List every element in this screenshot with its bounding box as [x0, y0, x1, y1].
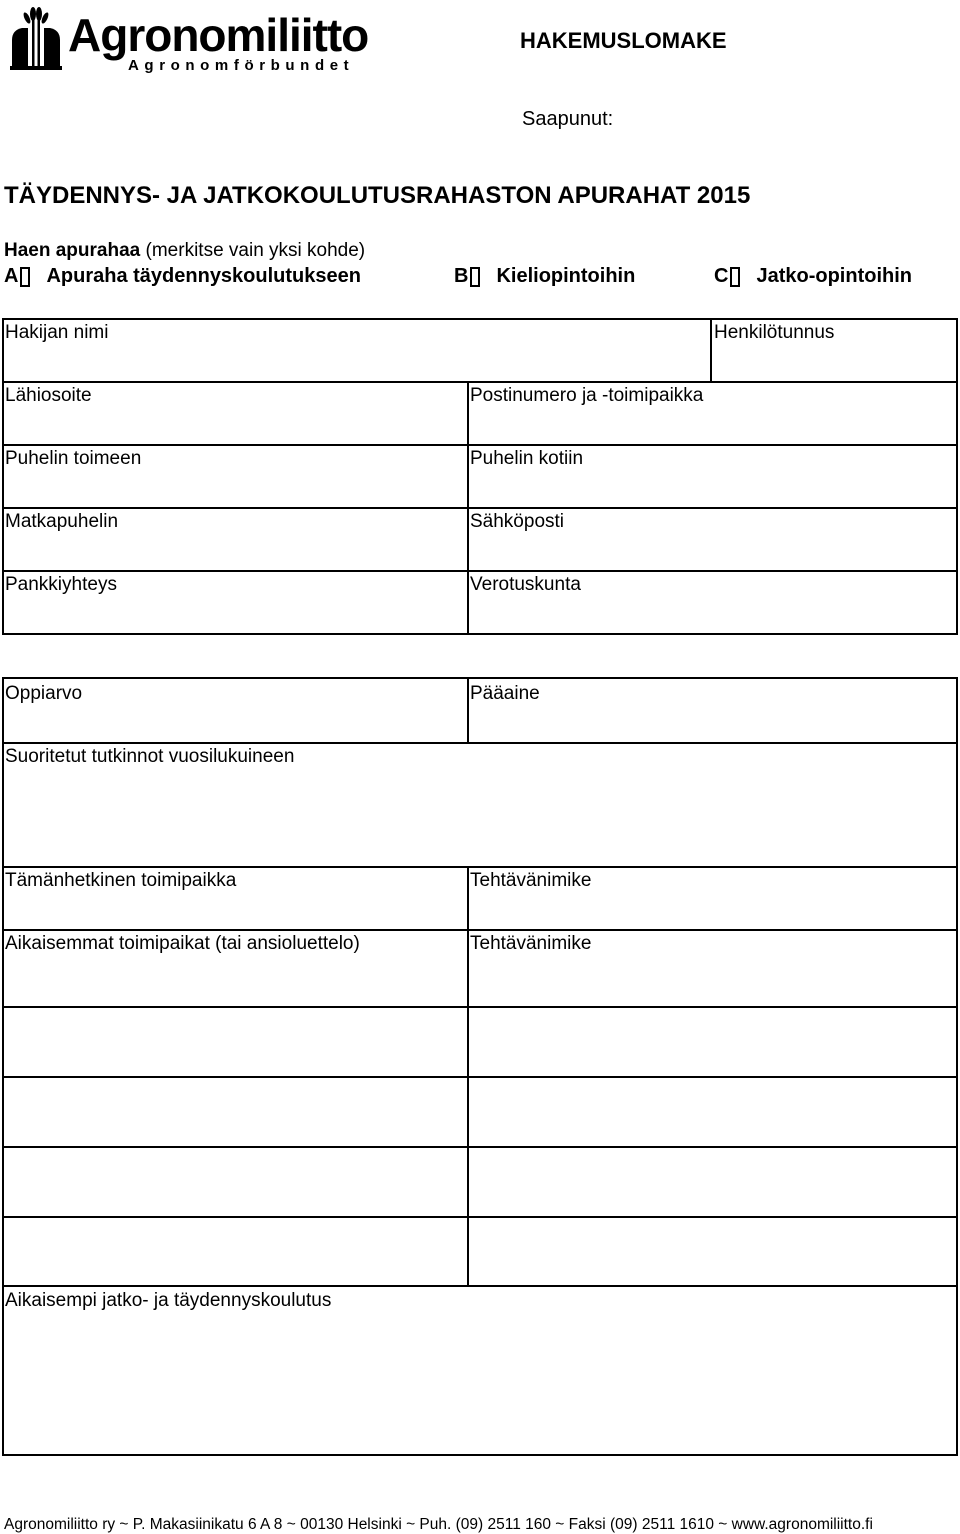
option-a-checkbox[interactable] [20, 267, 30, 287]
logo-subtitle: Agronomförbundet [128, 57, 355, 74]
field-phone-work-label[interactable]: Puhelin toimeen [5, 448, 142, 469]
field-phone-home-label[interactable]: Puhelin kotiin [470, 448, 584, 469]
field-email-label[interactable]: Sähköposti [470, 511, 565, 532]
option-a[interactable] [4, 265, 361, 288]
received-label: Saapunut: [522, 108, 614, 130]
logo-name: Agronomiliitto [68, 9, 369, 61]
option-a-label: Apuraha täydennyskoulutukseen [46, 265, 361, 287]
field-mobile-label[interactable]: Matkapuhelin [5, 511, 119, 532]
option-b-letter: B [454, 265, 469, 287]
field-name-label[interactable]: Hakijan nimi [5, 322, 109, 343]
option-c-checkbox[interactable] [730, 267, 740, 287]
field-major-label[interactable]: Pääaine [470, 683, 540, 704]
option-b[interactable] [454, 265, 635, 288]
field-job-title-2-label[interactable]: Tehtävänimike [470, 933, 592, 954]
option-b-label: Kieliopintoihin [496, 265, 636, 287]
field-ssn-label[interactable]: Henkilötunnus [714, 322, 835, 343]
footer-contact: Agronomiliitto ry ~ P. Makasiinikatu 6 A 8 ~ 00130 Helsinki ~ Puh. (09) 2511 160 ~ Faksi (09) 2511 1610 ~ www.agronomiliitto.fi [4, 1516, 873, 1533]
field-tax-label[interactable]: Verotuskunta [470, 574, 581, 595]
apply-heading [4, 240, 365, 262]
field-prev-training-label[interactable]: Aikaisempi jatko- ja täydennyskoulutus [5, 1290, 332, 1311]
page-title: TÄYDENNYS- JA JATKOKOULUTUSRAHASTON APURAHAT 2015 [4, 182, 751, 209]
field-postal-label[interactable]: Postinumero ja -toimipaikka [470, 385, 704, 406]
option-b-checkbox[interactable] [470, 267, 480, 287]
field-degree-title-label[interactable]: Oppiarvo [5, 683, 83, 704]
field-prev-workplaces-label[interactable]: Aikaisemmat toimipaikat (tai ansioluettelo) [5, 933, 360, 954]
option-c-letter: C [714, 265, 729, 287]
form-type-heading: HAKEMUSLOMAKE [520, 28, 727, 53]
option-c-label: Jatko-opintoihin [756, 265, 912, 287]
option-c[interactable] [714, 265, 912, 288]
apply-note: (merkitse vain yksi kohde) [145, 240, 366, 261]
field-address-label[interactable]: Lähiosoite [5, 385, 92, 406]
wheat-harp-icon [6, 6, 66, 72]
option-a-letter: A [4, 265, 19, 287]
field-degrees-label[interactable]: Suoritetut tutkinnot vuosilukuineen [5, 746, 295, 767]
apply-heading-text: Haen apurahaa [4, 240, 141, 261]
field-job-title-1-label[interactable]: Tehtävänimike [470, 870, 592, 891]
field-bank-label[interactable]: Pankkiyhteys [5, 574, 117, 595]
field-current-workplace-label[interactable]: Tämänhetkinen toimipaikka [5, 870, 237, 891]
